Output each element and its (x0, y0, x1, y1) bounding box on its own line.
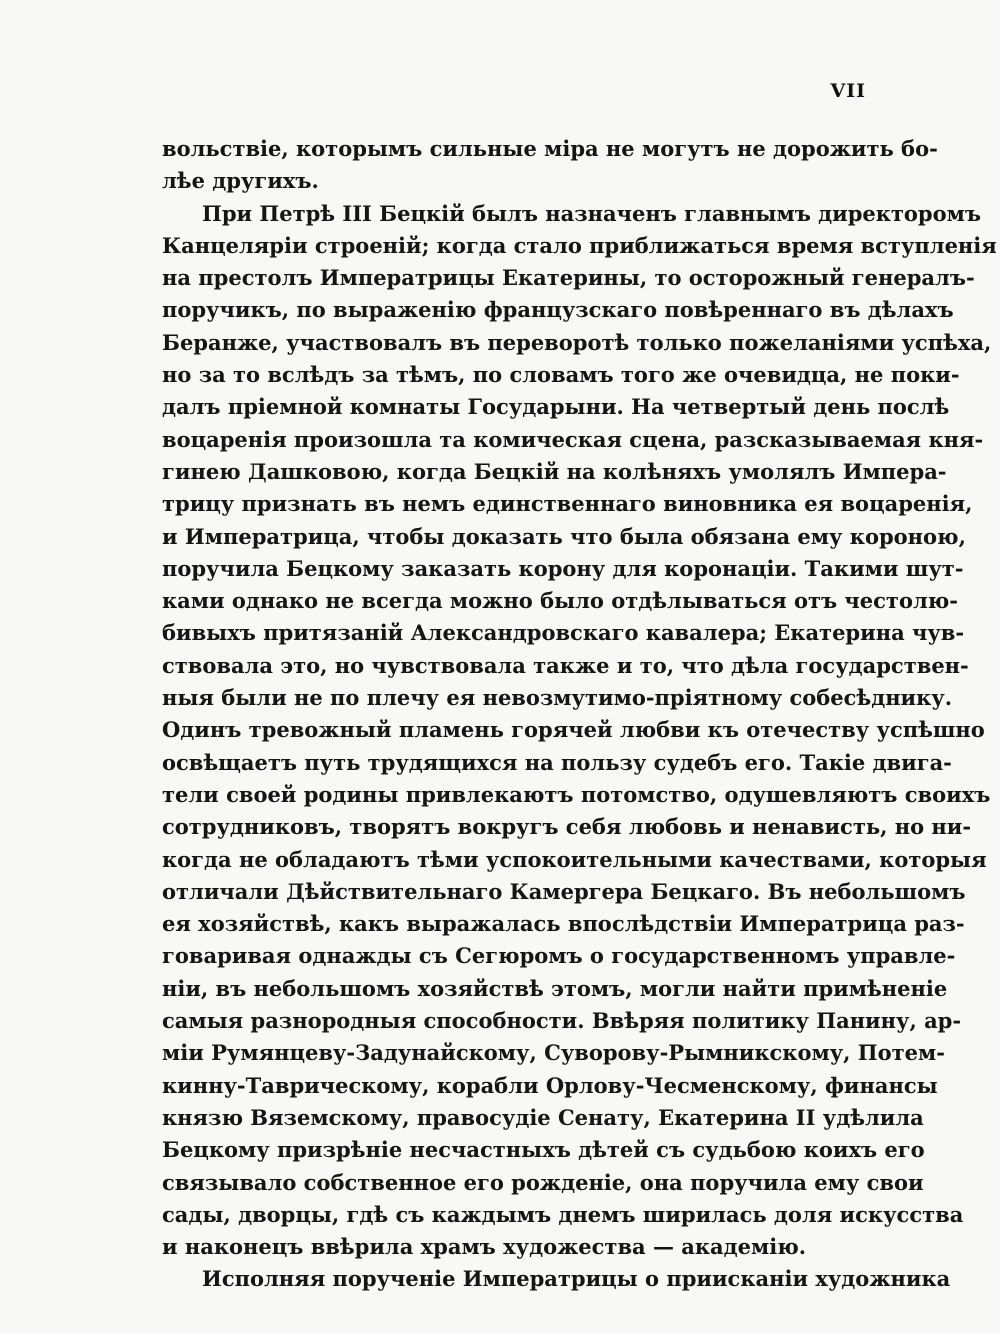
page-number: VII (830, 80, 866, 102)
text-line: далъ пріемной комнаты Государыни. На четвертый день послѣ (162, 394, 950, 420)
text-line: поручикъ, по выраженію французскаго повѣреннаго въ дѣлахъ (162, 297, 954, 323)
text-line: но за то вслѣдъ за тѣмъ, по словамъ того же очевидца, не поки- (162, 362, 960, 388)
text-line: Одинъ тревожный пламень горячей любви къ отечеству успѣшно (162, 717, 985, 743)
text-line: ея хозяйствѣ, какъ выражалась впослѣдствіи Императрица раз- (162, 911, 965, 937)
text-line: ствовала это, но чувствовала также и то, что дѣла государствен- (162, 652, 969, 678)
text-line: освѣщаетъ путь трудящихся на пользу судебъ его. Такіе двига- (162, 749, 952, 775)
text-line: князю Вяземскому, правосудіе Сенату, Екатерина II удѣлила (162, 1104, 924, 1130)
text-line: говаривая однажды съ Сегюромъ о государственномъ управле- (162, 943, 956, 969)
text-line: сотрудниковъ, творятъ вокругъ себя любовь и ненависть, но ни- (162, 814, 972, 840)
text-line: связывало собственное его рожденіе, она поручила ему свои (162, 1169, 924, 1195)
text-line: вольствіе, которымъ сильные міра не могутъ не дорожить бо- (162, 136, 938, 161)
text-line: тели своей родины привлекаютъ потомство, одушевляютъ своихъ (162, 781, 991, 807)
text-line: и наконецъ ввѣрила храмъ художества — академію. (162, 1234, 807, 1260)
text-line: отличали Дѣйствительнаго Камергера Бецкаго. Въ небольшомъ (162, 878, 966, 904)
text-line: При Петрѣ III Бецкій былъ назначенъ главнымъ директоромъ (202, 200, 981, 226)
text-line: гинею Дашковою, когда Бецкій на колѣняхъ умолялъ Импера- (162, 458, 947, 484)
text-line: когда не обладаютъ тѣми успокоительными качествами, которыя (162, 846, 987, 872)
text-line: трицу признать въ немъ единственнаго виновника ея воцаренія, (162, 491, 973, 517)
text-line: Беранже, участвовалъ въ переворотѣ только пожеланіями успѣха, (162, 329, 992, 355)
text-line: кинну-Таврическому, корабли Орлову-Чесменскому, финансы (162, 1072, 938, 1098)
text-line: ныя были не по плечу ея невозмутимо-пріятному собесѣднику. (162, 685, 953, 711)
text-line: на престолъ Императрицы Екатерины, то осторожный генералъ- (162, 265, 975, 291)
text-line: воцаренія произошла та комическая сцена, разсказываемая кня- (162, 426, 984, 452)
text-line: Исполняя порученіе Императрицы о приисканіи художника (202, 1266, 951, 1292)
text-line: и Императрица, чтобы доказать что была обязана ему короною, (162, 523, 966, 549)
text-line: лѣе другихъ. (162, 168, 319, 194)
text-line: поручила Бецкому заказать корону для коронаціи. Такими шут- (162, 555, 964, 581)
text-line: сады, дворцы, гдѣ съ каждымъ днемъ ширилась доля искусства (162, 1201, 964, 1227)
text-line: ками однако не всегда можно было отдѣлываться отъ честолю- (162, 588, 959, 614)
body-text (162, 133, 997, 1296)
text-line: ніи, въ небольшомъ хозяйствѣ этомъ, могли найти примѣненіе (162, 975, 948, 1001)
text-line: міи Румянцеву-Задунайскому, Суворову-Рымникскому, Потем- (162, 1040, 945, 1066)
text-line: Бецкому призрѣніе несчастныхъ дѣтей съ судьбою коихъ его (162, 1137, 925, 1163)
text-line: самыя разнородныя способности. Ввѣряя политику Панину, ар- (162, 1008, 962, 1034)
text-line: Канцеляріи строеній; когда стало приближаться время вступленія (162, 232, 997, 258)
text-line: бивыхъ притязаній Александровскаго кавалера; Екатерина чув- (162, 620, 965, 646)
